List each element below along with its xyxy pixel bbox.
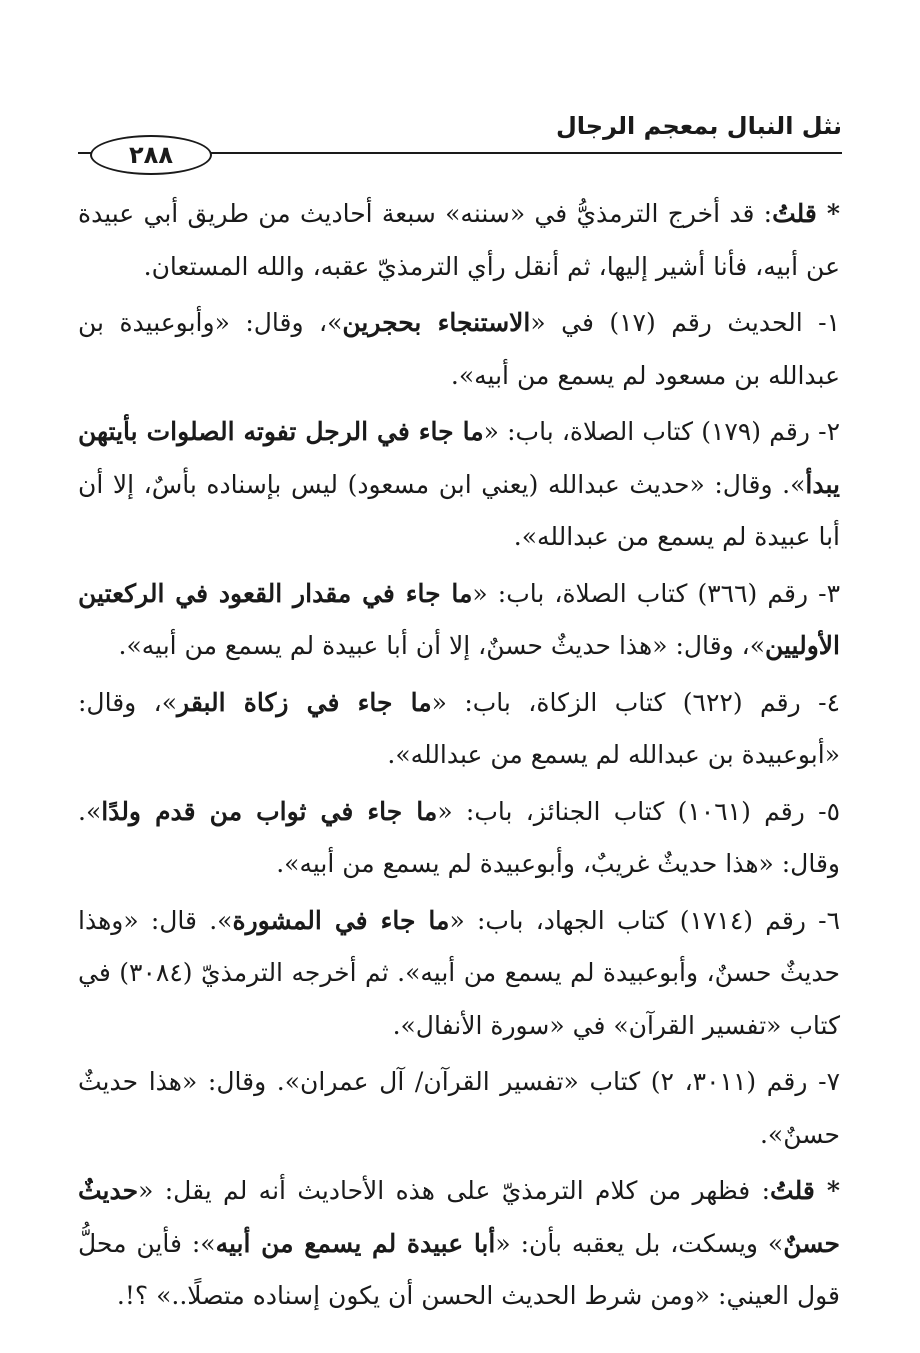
- bold-text-segment: * قلتُ: [772, 199, 840, 228]
- paragraph: [78, 677, 840, 782]
- text-segment: ٥- رقم (١٠٦١) كتاب الجنائز، باب: «: [437, 796, 840, 826]
- bold-text-segment: ما جاء في زكاة البقر: [177, 687, 432, 717]
- bold-text-segment: ما جاء في مقدار القعود في الركعتين الأوليين: [78, 578, 840, 660]
- text-segment: ». وقال: «حديث عبدالله (يعني ابن مسعود) ليس بإسناده بأسٌ، إلا أن أبا عبيدة لم يسمع من عبدالله».: [78, 469, 840, 551]
- paragraph: [78, 297, 840, 402]
- bold-text-segment: الاستنجاء بحجرين: [342, 308, 531, 337]
- paragraph: [78, 188, 840, 293]
- text-segment: ٣- رقم (٣٦٦) كتاب الصلاة، باب: «: [472, 578, 840, 608]
- running-header-title: نثل النبال بمعجم الرجال: [555, 112, 842, 140]
- body-text: [78, 188, 840, 1327]
- text-segment: : فظهر من كلام الترمذيّ على هذه الأحاديث أنه لم يقل: «: [138, 1176, 771, 1205]
- text-segment: ١- الحديث رقم (١٧) في «: [530, 308, 840, 337]
- text-segment: ». وقال: «هذا حديثٌ غريبٌ، وأبوعبيدة لم يسمع من أبيه».: [78, 796, 840, 878]
- paragraph: [78, 1165, 840, 1323]
- text-segment: » ويسكت، بل يعقبه بأن: «: [495, 1228, 784, 1258]
- bold-text-segment: ما جاء في المشورة: [232, 905, 450, 935]
- paragraph: [78, 895, 840, 1053]
- text-segment: »، وقال: «هذا حديثٌ حسنٌ، إلا أن أبا عبيدة لم يسمع من أبيه».: [118, 631, 765, 660]
- text-segment: ٢- رقم (١٧٩) كتاب الصلاة، باب: «: [483, 417, 840, 446]
- text-segment: »، وقال: «أبوعبيدة بن عبدالله لم يسمع من عبدالله».: [78, 687, 840, 769]
- text-segment: : قد أخرج الترمذيُّ في «سننه» سبعة أحاديث من طريق أبي عبيدة عن أبيه، فأنا أشير إليها، ثم أنقل رأي الترمذيّ عقبه، والله المستعان.: [78, 199, 840, 281]
- bold-text-segment: حديثٌ حسنٌ: [78, 1176, 840, 1258]
- paragraph: [78, 406, 840, 564]
- text-segment: »: فأين محلُّ قول العيني: «ومن شرط الحديث الحسن أن يكون إسناده متصلًا..» ؟!.: [78, 1228, 840, 1310]
- text-segment: ٤- رقم (٦٢٢) كتاب الزكاة، باب: «: [431, 687, 840, 717]
- bold-text-segment: ما جاء في الرجل تفوته الصلوات بأيتهن يبدأ: [78, 417, 840, 499]
- paragraph: [78, 568, 840, 673]
- text-segment: ٦- رقم (١٧١٤) كتاب الجهاد، باب: «: [449, 905, 841, 935]
- text-segment: ٧- رقم (٣٠١١، ٢) كتاب «تفسير القرآن/ آل عمران». وقال: «هذا حديثٌ حسنٌ».: [78, 1067, 840, 1149]
- bold-text-segment: أبا عبيدة لم يسمع من أبيه: [215, 1228, 496, 1258]
- paragraph: [78, 786, 840, 891]
- bold-text-segment: ما جاء في ثواب من قدم ولدًا: [101, 796, 438, 826]
- page-number: ٢٨٨: [90, 135, 212, 175]
- text-segment: ». قال: «وهذا حديثٌ حسنٌ، وأبوعبيدة لم يسمع من أبيه». ثم أخرجه الترمذيّ (٣٠٨٤) في كتاب «تفسير القرآن» في «سورة الأنفال».: [78, 905, 840, 1040]
- paragraph: [78, 1056, 840, 1161]
- bold-text-segment: * قلتُ: [770, 1176, 840, 1205]
- text-segment: »، وقال: «وأبوعبيدة بن عبدالله بن مسعود لم يسمع من أبيه».: [78, 308, 840, 390]
